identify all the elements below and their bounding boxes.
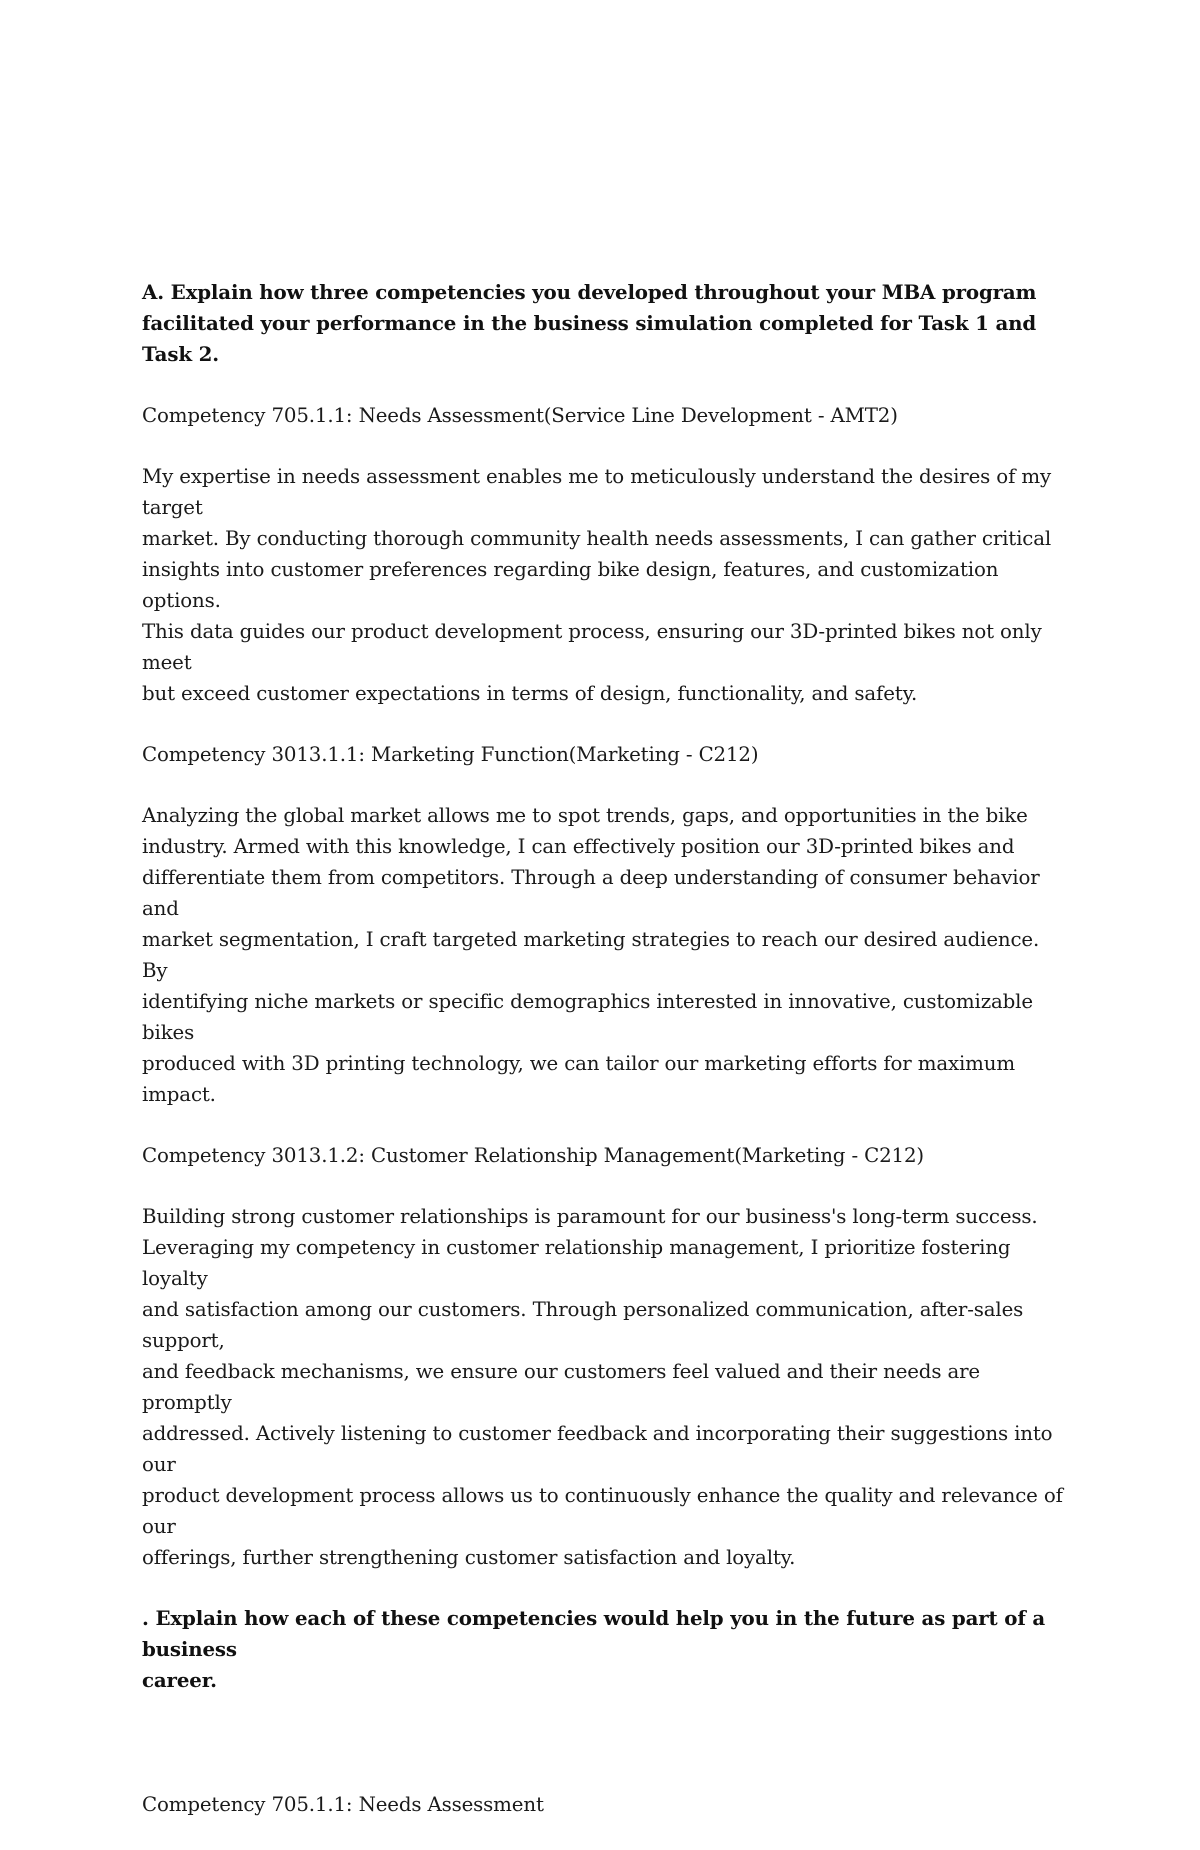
competency-marketing-function-body: Analyzing the global market allows me to spot trends, gaps, and opportunities in the bike industry. Armed with this knowledge, I can effectively position our 3D-printed bikes and differentiate them from competitors. Through a deep understanding of consumer behavior and market segmentation, I craft targeted marketing strategies to reach our desired audience. By identifying niche markets or specific demographics interested in innovative, customizable bikes produced with 3D printing technology, we can tailor our marketing efforts for maximum impact.: [142, 804, 1040, 1106]
section-b-heading: . Explain how each of these competencies would help you in the future as part of a business career.: [142, 1606, 1046, 1692]
competency-marketing-function-title: Competency 3013.1.1: Marketing Function(Marketing - C212): [142, 743, 759, 766]
competency-needs-assessment-future-title: Competency 705.1.1: Needs Assessment: [142, 1793, 544, 1816]
section-a-heading: A. Explain how three competencies you developed throughout your MBA program facilitated your performance in the business simulation completed for Task 1 and Task 2.: [142, 280, 1037, 366]
competency-needs-assessment-body: My expertise in needs assessment enables me to meticulously understand the desires of my target market. By conducting thorough community health needs assessments, I can gather critical insights into customer preferences regarding bike design, features, and customization options. This data guides our product development process, ensuring our 3D-printed bikes not only meet but exceed customer expectations in terms of design, functionality, and safety.: [142, 465, 1052, 705]
document-body: [142, 277, 1064, 1850]
competency-crm-body: Building strong customer relationships is paramount for our business's long-term success. Leveraging my competency in customer relationship management, I prioritize fostering loyalty and satisfaction among our customers. Through personalized communication, after-sales support, and feedback mechanisms, we ensure our customers feel valued and their needs are promptly addressed. Actively listening to customer feedback and incorporating their suggestions into our product development process allows us to continuously enhance the quality and relevance of our offerings, further strengthening customer satisfaction and loyalty.: [142, 1205, 1063, 1569]
competency-needs-assessment-title: Competency 705.1.1: Needs Assessment(Service Line Development - AMT2): [142, 404, 898, 427]
blank-space: [142, 1726, 1064, 1789]
competency-crm-title: Competency 3013.1.2: Customer Relationship Management(Marketing - C212): [142, 1144, 924, 1167]
